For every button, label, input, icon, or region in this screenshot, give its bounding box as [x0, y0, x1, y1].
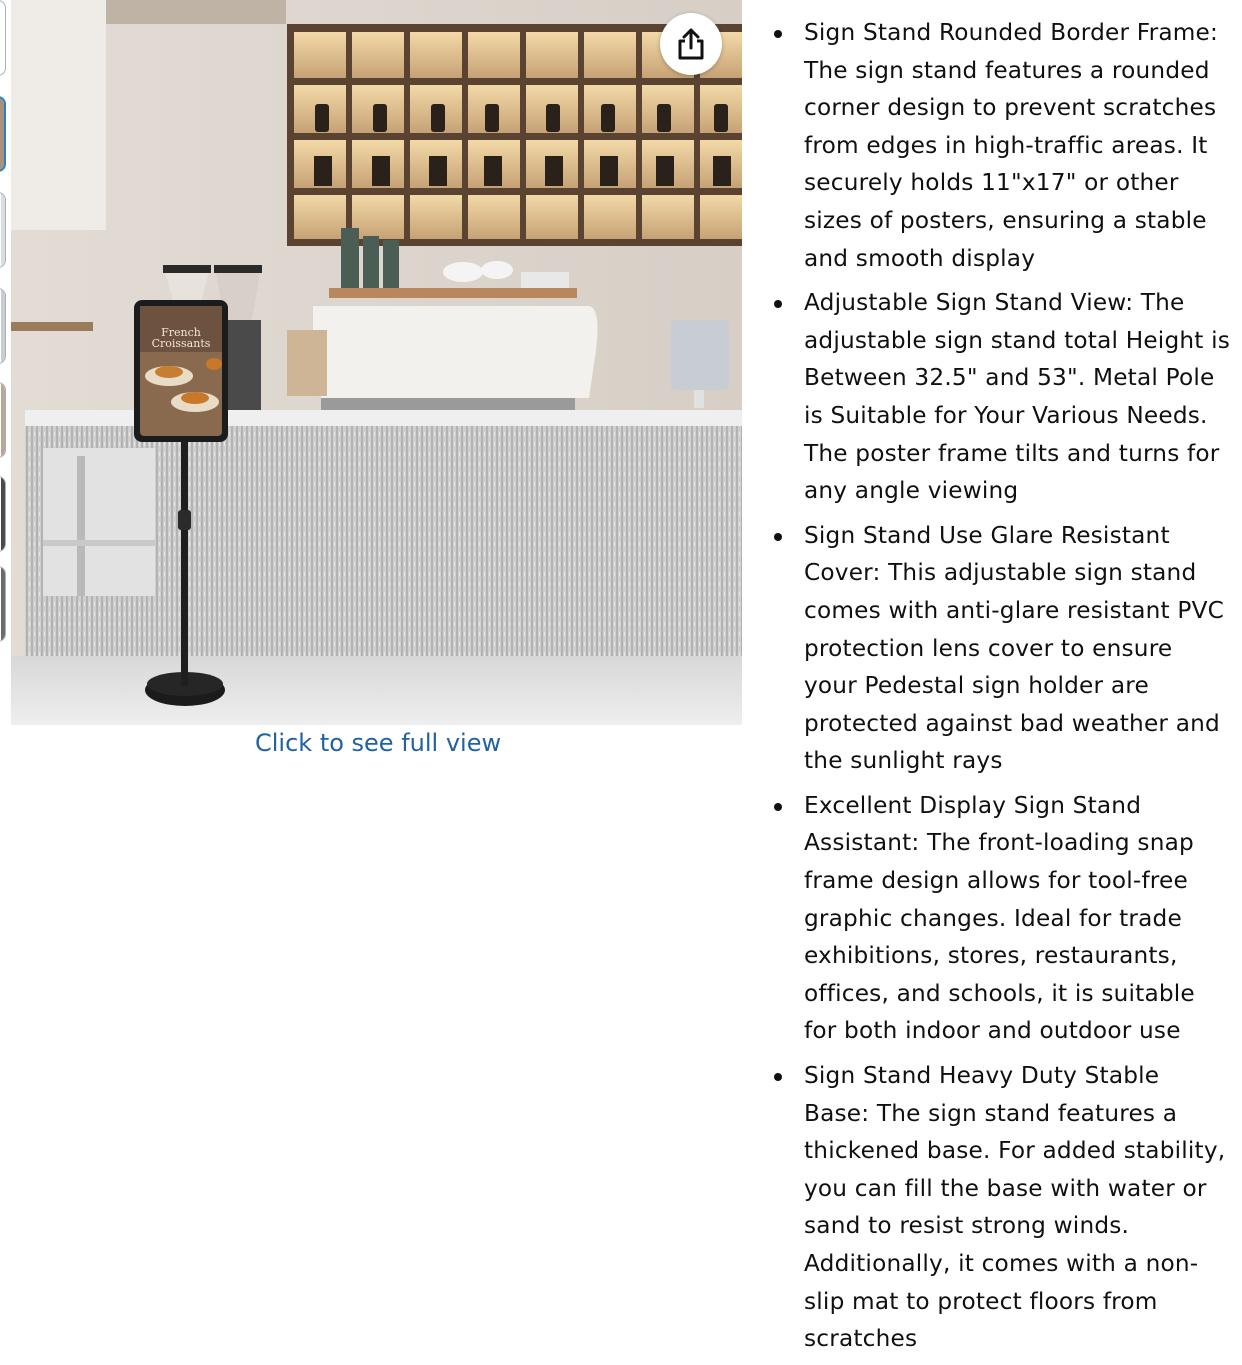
product-main-image[interactable]: [11, 0, 742, 725]
poster-title-line-1: French: [161, 326, 201, 339]
feature-text: Sign Stand Rounded Border Frame: The sign stand features a rounded corner design to prevent scratches from edges in high-traffic areas. It securely holds 11"x17" or other sizes of posters, ensuring a stable and smooth display: [804, 19, 1219, 272]
bullet-dot-icon: [774, 803, 782, 811]
product-photo: [11, 0, 742, 725]
share-icon: [674, 27, 708, 61]
bullet-dot-icon: [774, 30, 782, 38]
feature-text: Sign Stand Use Glare Resistant Cover: This adjustable sign stand comes with anti-glare resistant PVC protection lens cover to ensure your Pedestal sign holder are protected against bad weather and the sunlight rays: [804, 521, 1225, 775]
thumbnail-7[interactable]: [0, 566, 6, 642]
bullet-dot-icon: [774, 1073, 782, 1081]
thumbnail-1[interactable]: [0, 0, 6, 76]
thumbnail-2[interactable]: [0, 96, 6, 172]
poster-title-line-2: Croissants: [151, 337, 211, 350]
thumbnail-6[interactable]: [0, 476, 6, 552]
feature-bullet: [774, 787, 1232, 1050]
thumbnail-4[interactable]: [0, 288, 6, 364]
bullet-dot-icon: [774, 533, 782, 541]
feature-bullet: [774, 517, 1232, 780]
bullet-dot-icon: [774, 300, 782, 308]
thumbnail-3[interactable]: [0, 192, 6, 268]
thumbnail-strip: [0, 0, 9, 650]
feature-bullet: [774, 1057, 1232, 1358]
feature-text: Excellent Display Sign Stand Assistant: The front-loading snap frame design allows for tool-free graphic changes. Ideal for trade exhibitions, stores, restaurants, offices, and schools, it is suitable for both indoor and outdoor use: [804, 791, 1195, 1045]
feature-bullet: [774, 14, 1232, 277]
thumbnail-5[interactable]: [0, 382, 6, 458]
feature-bullet-list: [774, 14, 1232, 1365]
full-view-link[interactable]: Click to see full view: [255, 729, 502, 757]
feature-text: Sign Stand Heavy Duty Stable Base: The sign stand features a thickened base. For added stability, you can fill the base with water or sand to resist strong winds. Additionally, it comes with a non-slip mat to protect floors from scratches: [804, 1062, 1226, 1353]
feature-bullet: [774, 284, 1232, 510]
feature-text: Adjustable Sign Stand View: The adjustable sign stand total Height is Between 32.5" and 53". Metal Pole is Suitable for Your Various Needs. The poster frame tilts and turns for any angle viewing: [804, 289, 1231, 505]
share-button[interactable]: [660, 13, 722, 75]
